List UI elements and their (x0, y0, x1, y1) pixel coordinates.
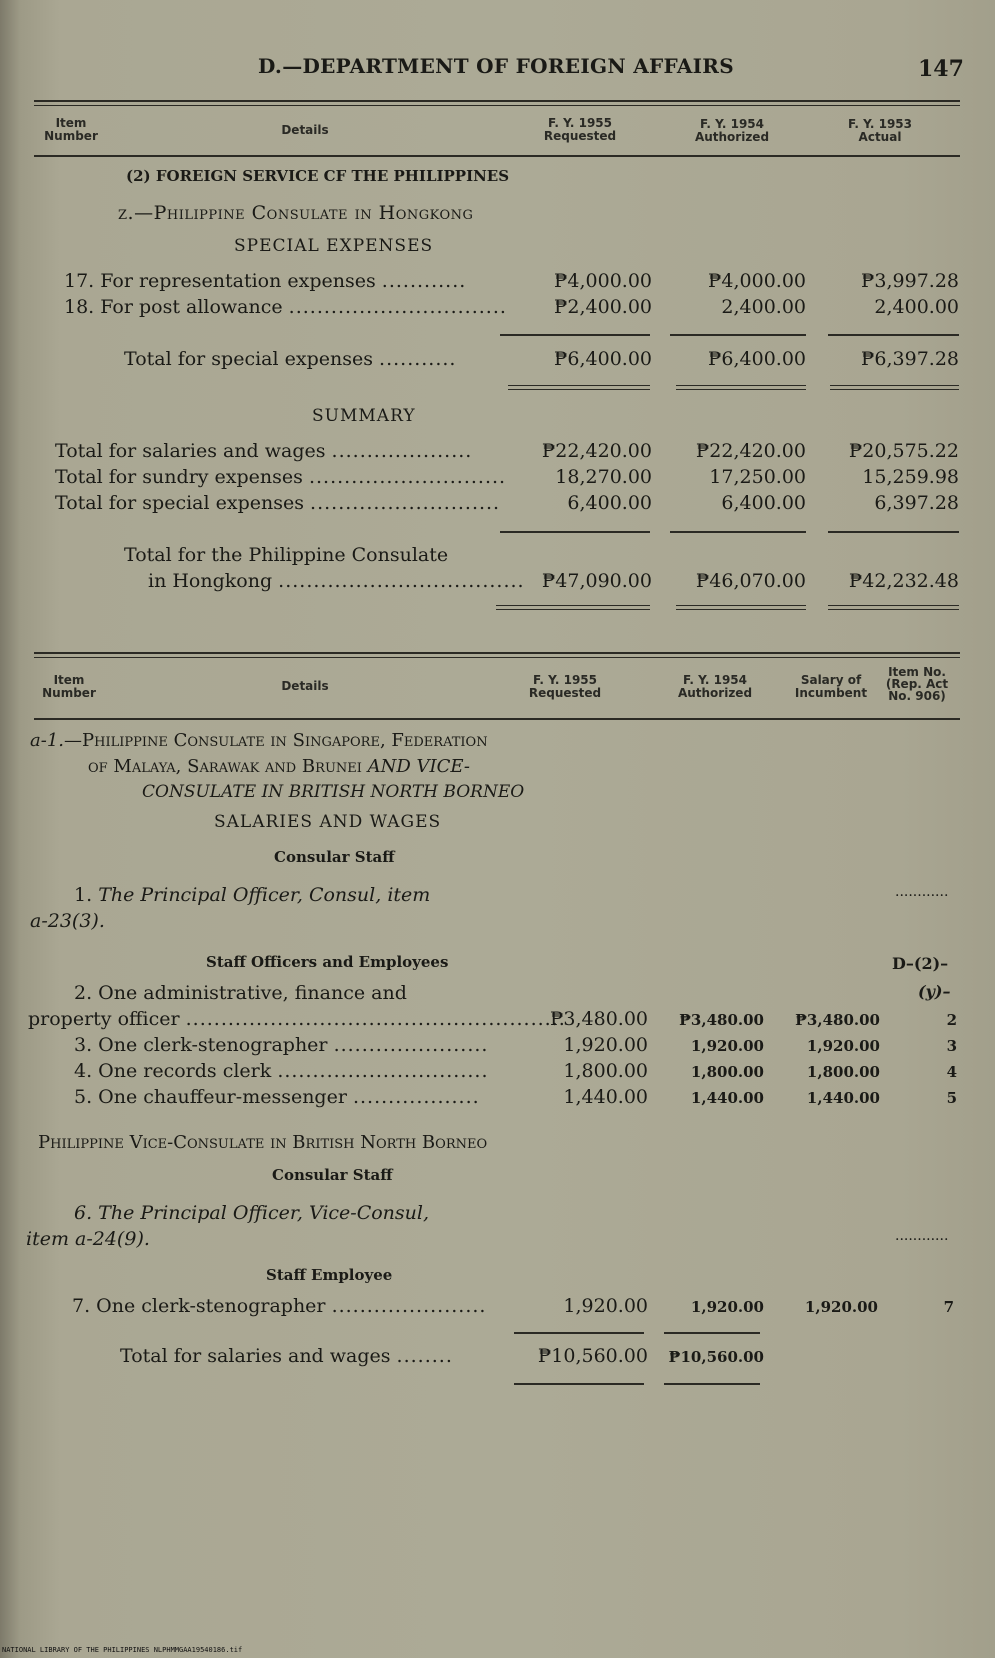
item-number: 3 (946, 1037, 957, 1055)
value-1954: 2,400.00 (721, 296, 806, 318)
value-1954: ₱22,420.00 (695, 440, 806, 462)
group-heading: SPECIAL EXPENSES (234, 236, 434, 256)
item-number: 7 (943, 1298, 954, 1316)
total-1954: ₱10,560.00 (668, 1348, 764, 1366)
value-1954: ₱3,480.00 (679, 1011, 764, 1029)
grand-1954: ₱46,070.00 (695, 570, 806, 592)
sum-rule (828, 531, 959, 533)
sum-rule (514, 1383, 644, 1385)
col-item-number: Item Number (42, 673, 96, 700)
table2-top-rule (34, 652, 960, 654)
value-1955: 18,270.00 (555, 466, 652, 488)
double-rule (676, 609, 806, 610)
item2-line1: 2. One administrative, finance and (74, 982, 407, 1004)
double-rule (676, 385, 806, 386)
value-1955: ₱22,420.00 (541, 440, 652, 462)
salary-incumbent: 1,800.00 (806, 1063, 880, 1081)
sum-rule (828, 334, 959, 336)
summary-label: Total for salaries and wages .................... (55, 440, 473, 462)
double-rule (828, 605, 959, 606)
scan-footer: NATIONAL LIBRARY OF THE PHILIPPINES NLPHMMGAA19540186.tif (2, 1646, 243, 1654)
value-1954: 1,920.00 (690, 1298, 764, 1316)
value-1954: 1,800.00 (690, 1063, 764, 1081)
value-1954: ₱4,000.00 (707, 270, 806, 292)
col-salary-incumbent: Salary of Incumbent (794, 673, 868, 700)
sum-rule (670, 531, 806, 533)
item6-dots: ............ (895, 1228, 949, 1244)
summary-heading: SUMMARY (312, 406, 416, 426)
col-item-number: Item Number (44, 116, 98, 143)
grand-total-label-2: in Hongkong ................................... (148, 570, 525, 592)
col-details: Details (281, 679, 329, 693)
value-1955: 1,920.00 (563, 1034, 648, 1056)
salary-incumbent: 1,920.00 (806, 1037, 880, 1055)
item2-line2: property officer ...................................................... (28, 1008, 566, 1030)
double-rule (496, 609, 650, 610)
section-heading: (2) FOREIGN SERVICE CF THE PHILIPPINES (126, 167, 510, 185)
value-1955: 1,440.00 (563, 1086, 648, 1108)
double-rule (676, 389, 806, 390)
item1-line2: a-23(3). (30, 910, 105, 932)
row-label: 3. One clerk-stenographer ...................... (74, 1034, 489, 1056)
col-fy1954: F. Y. 1954 Authorized (677, 673, 753, 700)
item-number: 5 (946, 1089, 957, 1107)
page-title: D.—DEPARTMENT OF FOREIGN AFFAIRS (258, 54, 734, 78)
page-number: 147 (918, 56, 964, 82)
sum-rule (500, 334, 650, 336)
row-label: 17. For representation expenses ............ (64, 270, 467, 292)
consulate-title-line1: a-1.—Philippine Consulate in Singapore, Federation (30, 730, 488, 751)
double-rule (830, 385, 959, 386)
sum-rule (664, 1383, 760, 1385)
value-1953: ₱3,997.28 (860, 270, 959, 292)
value-1953: 6,397.28 (874, 492, 959, 514)
item-code-2: (y)– (918, 982, 951, 1001)
top-rule (34, 100, 960, 102)
salary-incumbent: ₱3,480.00 (795, 1011, 880, 1029)
sum-rule (670, 334, 806, 336)
summary-label: Total for sundry expenses ............................ (55, 466, 507, 488)
consular-staff-heading: Consular Staff (272, 1166, 393, 1184)
value-1955: 6,400.00 (567, 492, 652, 514)
double-rule (828, 609, 959, 610)
row-label: 5. One chauffeur-messenger .................. (74, 1086, 480, 1108)
item6-line1: 6. The Principal Officer, Vice-Consul, (74, 1202, 430, 1224)
value-1954: 6,400.00 (721, 492, 806, 514)
value-1955: ₱3,480.00 (549, 1008, 648, 1030)
total-1954: ₱6,400.00 (707, 348, 806, 370)
summary-label: Total for special expenses ........................... (55, 492, 501, 514)
row-label: 4. One records clerk .............................. (74, 1060, 489, 1082)
item1-dots: ............ (895, 884, 949, 900)
value-1955: ₱4,000.00 (553, 270, 652, 292)
item6-line2: item a-24(9). (26, 1228, 150, 1250)
total-label: Total for salaries and wages ........ (120, 1345, 453, 1367)
sum-rule (514, 1332, 644, 1334)
double-rule (496, 605, 650, 606)
col-details: Details (281, 123, 329, 137)
sum-rule (664, 1332, 760, 1334)
row-label: 7. One clerk-stenographer ...................... (72, 1295, 487, 1317)
table2-top-rule-thin (34, 657, 960, 658)
col-fy1953: F. Y. 1953 Actual (847, 117, 912, 144)
total-1955: ₱6,400.00 (553, 348, 652, 370)
consulate-title-line3: CONSULATE IN BRITISH NORTH BORNEO (142, 782, 525, 802)
item-number: 2 (946, 1011, 957, 1029)
grand-1955: ₱47,090.00 (541, 570, 652, 592)
consulate-title-line2: of Malaya, Sarawak and Brunei AND VICE- (88, 756, 470, 777)
staff-officers-heading: Staff Officers and Employees (206, 953, 449, 971)
value-1955: ₱2,400.00 (553, 296, 652, 318)
top-rule-thin (34, 105, 960, 106)
total-1953: ₱6,397.28 (860, 348, 959, 370)
subsection-heading: z.—Philippine Consulate in Hongkong (118, 202, 474, 224)
double-rule (508, 389, 650, 390)
col-item-no-ra906: Item No. (Rep. Act No. 906) (885, 665, 949, 703)
item1-line1: 1. The Principal Officer, Consul, item (74, 884, 431, 906)
table2-header-bottom-rule (34, 718, 960, 720)
grand-1953: ₱42,232.48 (848, 570, 959, 592)
value-1953: 2,400.00 (874, 296, 959, 318)
salary-incumbent: 1,920.00 (804, 1298, 878, 1316)
grand-total-label-1: Total for the Philippine Consulate (124, 544, 449, 566)
value-1953: ₱20,575.22 (848, 440, 959, 462)
double-rule (830, 389, 959, 390)
vice-consulate-title: Philippine Vice-Consulate in British North Borneo (38, 1132, 488, 1153)
group-heading: SALARIES AND WAGES (214, 812, 442, 832)
value-1953: 15,259.98 (862, 466, 959, 488)
item-number: 4 (946, 1063, 957, 1081)
value-1955: 1,920.00 (563, 1295, 648, 1317)
value-1955: 1,800.00 (563, 1060, 648, 1082)
col-fy1955: F. Y. 1955 Requested (528, 673, 602, 700)
total-label: Total for special expenses ........... (124, 348, 457, 370)
double-rule (676, 605, 806, 606)
col-fy1955: F. Y. 1955 Requested (543, 116, 617, 143)
value-1954: 1,920.00 (690, 1037, 764, 1055)
value-1954: 1,440.00 (690, 1089, 764, 1107)
row-label: 18. For post allowance ............................... (64, 296, 507, 318)
total-1955: ₱10,560.00 (537, 1345, 648, 1367)
double-rule (508, 385, 650, 386)
sum-rule (500, 531, 650, 533)
col-fy1954: F. Y. 1954 Authorized (694, 117, 770, 144)
header-bottom-rule (34, 155, 960, 157)
consular-staff-heading: Consular Staff (274, 848, 395, 866)
value-1954: 17,250.00 (709, 466, 806, 488)
item-code-1: D–(2)– (892, 954, 949, 973)
staff-employee-heading: Staff Employee (266, 1266, 393, 1284)
salary-incumbent: 1,440.00 (806, 1089, 880, 1107)
